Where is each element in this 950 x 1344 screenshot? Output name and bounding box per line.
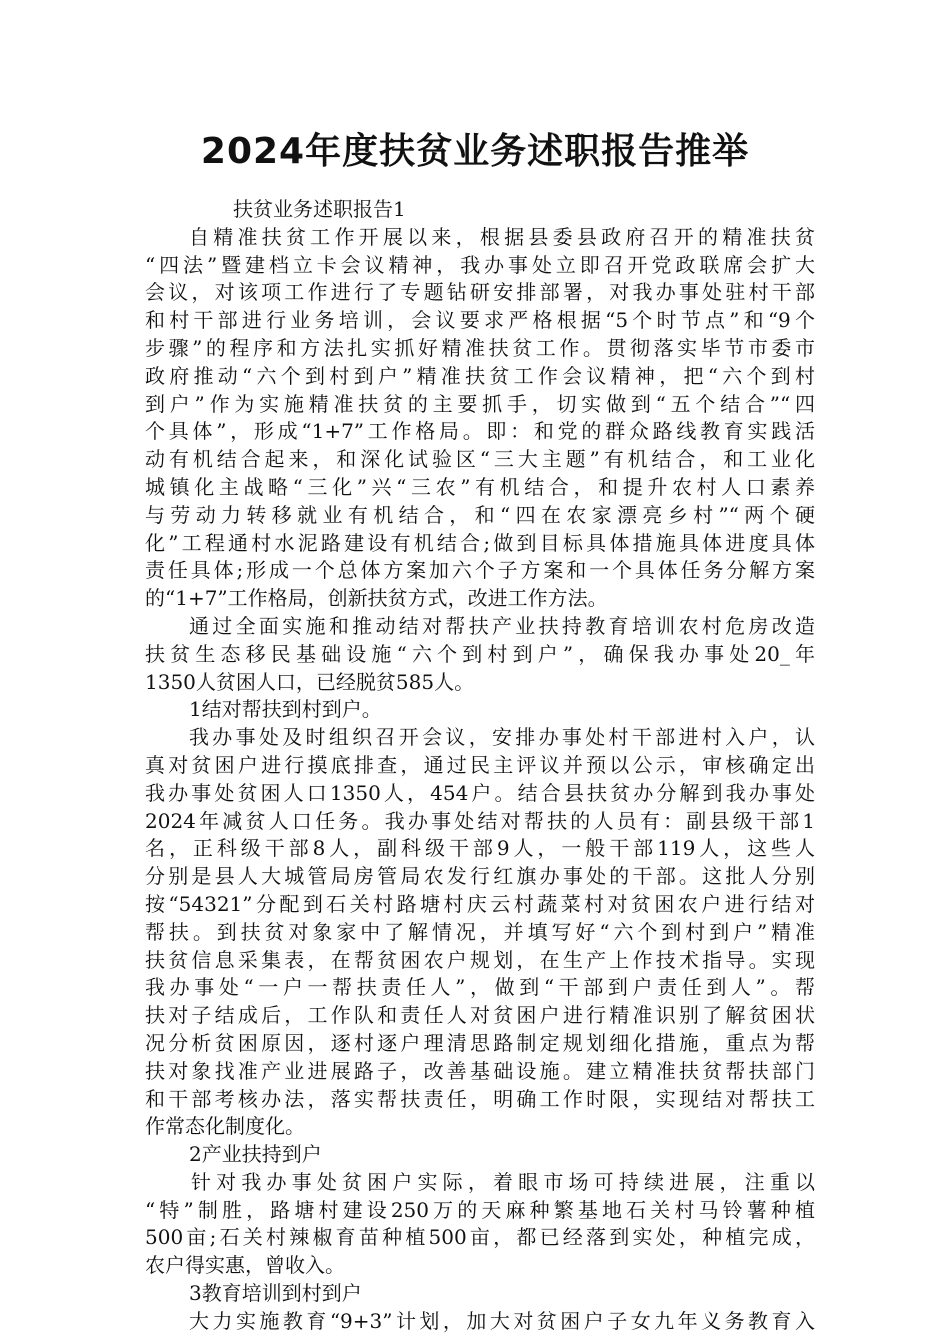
text-line: 我办事处“一户一帮扶责任人”，做到“干部到户责任到人”。帮 xyxy=(145,975,815,1000)
text-line: “特”制胜，路塘村建设250万的天麻种繁基地石关村马铃薯种植 xyxy=(145,1197,815,1222)
text-line: 按“54321”分配到石关村路塘村庆云村蔬菜村对贫困农户进行结对 xyxy=(145,891,815,916)
text-line: 2产业扶持到户 xyxy=(189,1142,322,1167)
text-line: 扶对象找准产业进展路子，改善基础设施。建立精准扶贫帮扶部门 xyxy=(145,1058,815,1083)
text-line: 扶贫信息采集表，在帮贫困农户规划，在生产上作技术指导。实现 xyxy=(145,947,815,972)
document-title: 2024年度扶贫业务述职报告推举 xyxy=(200,131,750,172)
text-line: 针对我办事处贫困户实际，着眼市场可持续进展，注重以 xyxy=(191,1169,815,1194)
text-line: 500亩;石关村辣椒育苗种植500亩，都已经落到实处，种植完成， xyxy=(145,1225,815,1250)
text-line: 1结对帮扶到村到户。 xyxy=(189,697,382,722)
text-line: 2024年减贫人口任务。我办事处结对帮扶的人员有：副县级干部1 xyxy=(145,808,815,833)
text-line: 和干部考核办法，落实帮扶责任，明确工作时限，实现结对帮扶工 xyxy=(145,1086,815,1111)
text-line: 3教育培训到村到户 xyxy=(189,1281,362,1306)
text-line: 与劳动力转移就业有机结合，和“四在农家漂亮乡村”“两个硬 xyxy=(145,502,815,527)
text-line: 我办事处及时组织召开会议，安排办事处村干部进村入户，认 xyxy=(189,725,815,750)
text-line: 化”工程通村水泥路建设有机结合;做到目标具体措施具体进度具体 xyxy=(145,530,815,555)
text-line: 农户得实惠，曾收入。 xyxy=(145,1253,345,1278)
text-line: 的“1+7”工作格局，创新扶贫方式，改进工作方法。 xyxy=(145,586,608,611)
text-line: 我办事处贫困人口1350人，454户。结合县扶贫办分解到我办事处 xyxy=(145,780,815,805)
text-line: 大力实施教育“9+3”计划，加大对贫困户子女九年义务教育入 xyxy=(189,1308,815,1333)
text-line: 会议，对该项工作进行了专题钻研安排部署，对我办事处驻村干部 xyxy=(145,280,815,305)
text-line: 通过全面实施和推动结对帮扶产业扶持教育培训农村危房改造 xyxy=(189,613,815,638)
text-line: 政府推动“六个到村到户”精准扶贫工作会议精神，把“六个到村 xyxy=(145,363,815,388)
text-line: 步骤”的程序和方法扎实抓好精准扶贫工作。贯彻落实毕节市委市 xyxy=(145,335,815,360)
text-line: “四法”暨建档立卡会议精神，我办事处立即召开党政联席会扩大 xyxy=(145,252,815,277)
text-line: 到户”作为实施精准扶贫的主要抓手，切实做到“五个结合”“四 xyxy=(145,391,815,416)
text-line: 责任具体;形成一个总体方案加六个子方案和一个具体任务分解方案 xyxy=(145,558,815,583)
text-line: 真对贫困户进行摸底排查，通过民主评议并预以公示，审核确定出 xyxy=(145,752,815,777)
text-line: 分别是县人大城管局房管局农发行红旗办事处的干部。这批人分别 xyxy=(145,864,815,889)
text-line: 况分析贫困原因，逐村逐户理清思路制定规划细化措施，重点为帮 xyxy=(145,1030,815,1055)
text-line: 作常态化制度化。 xyxy=(145,1114,305,1139)
document-body xyxy=(145,196,815,1336)
text-line: 扶对子结成后，工作队和责任人对贫困户进行精准识别了解贫困状 xyxy=(145,1003,815,1028)
text-line: 扶贫业务述职报告1 xyxy=(233,197,406,221)
text-line: 1350人贫困人口，已经脱贫585人。 xyxy=(145,669,475,694)
text-line: 和村干部进行业务培训，会议要求严格根据“5个时节点”和“9个 xyxy=(145,308,815,333)
text-line: 个具体”，形成“1+7”工作格局。即：和党的群众路线教育实践活 xyxy=(145,419,815,444)
text-line: 扶贫生态移民基础设施“六个到村到户”，确保我办事处20_年 xyxy=(145,641,815,666)
text-line: 动有机结合起来，和深化试验区“三大主题”有机结合，和工业化 xyxy=(145,447,815,472)
text-line: 自精准扶贫工作开展以来，根据县委县政府召开的精准扶贫 xyxy=(189,224,815,249)
text-line: 名，正科级干部8人，副科级干部9人，一般干部119人，这些人 xyxy=(145,836,815,861)
text-line: 帮扶。到扶贫对象家中了解情况，并填写好“六个到村到户”精准 xyxy=(145,919,815,944)
text-line: 城镇化主战略“三化”兴“三农”有机结合，和提升农村人口素养 xyxy=(145,474,815,499)
